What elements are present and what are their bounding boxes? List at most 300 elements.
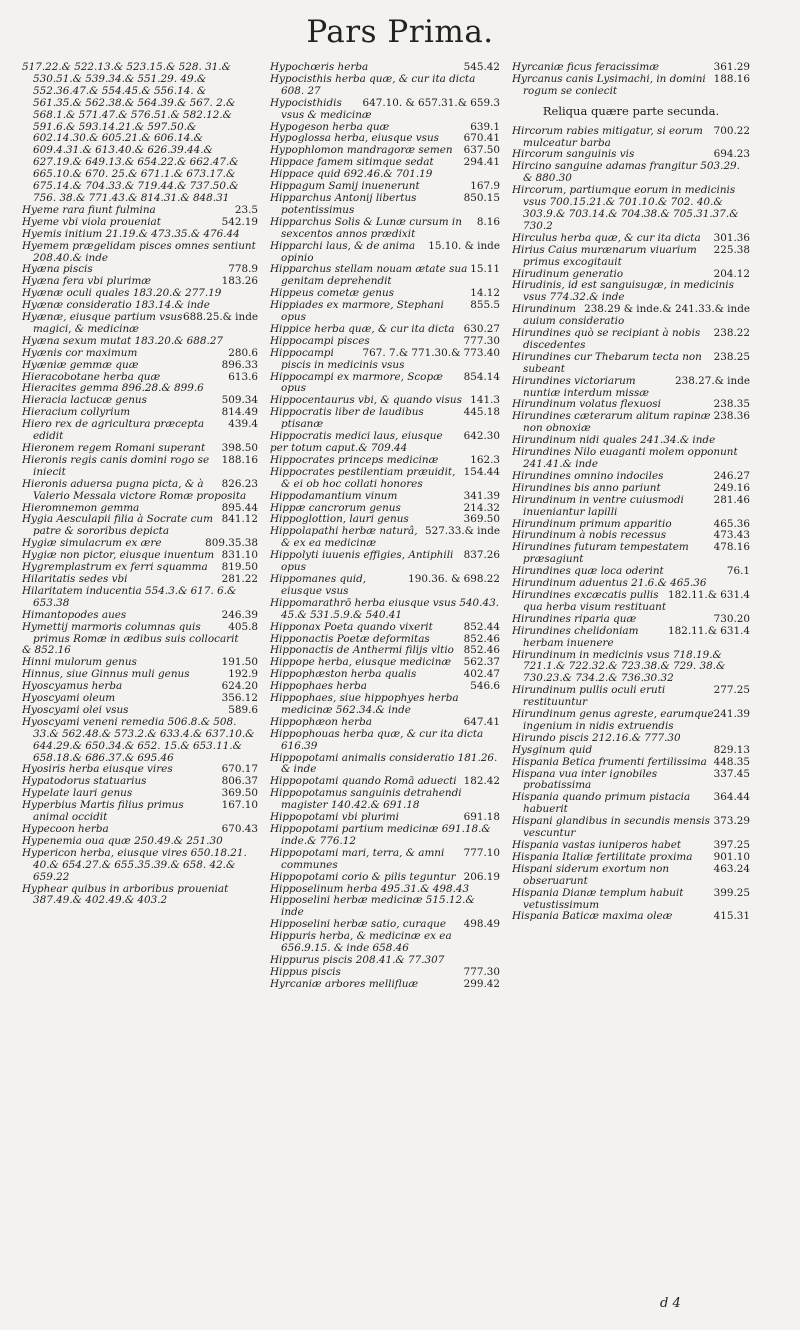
- entry-reference: 337.45: [713, 767, 750, 780]
- index-column-2: [270, 62, 500, 991]
- entry-reference: 301.36: [713, 231, 750, 244]
- entry-text: Hippocampi ex marmore, Scopæ opus: [270, 370, 443, 395]
- entry-reference: 191.50: [221, 656, 258, 669]
- entry-text: Hirudinum generatio: [512, 267, 624, 280]
- entry-text: Hypoglossa herba, eiusque vsus: [270, 132, 440, 145]
- index-entry: [512, 352, 750, 376]
- entry-reference: 854.14: [463, 370, 500, 383]
- entry-text: Hirundinum auium consideratio: [512, 303, 625, 328]
- index-entry: [22, 717, 258, 765]
- entry-reference: 280.6: [228, 346, 258, 359]
- entry-text: Hippopotami animalis consideratio 181.26. & inde: [270, 751, 498, 776]
- entry-reference: 398.50: [221, 442, 258, 454]
- entry-text: Hypecoon herba: [22, 823, 109, 835]
- entry-text: Hippus piscis: [270, 965, 341, 978]
- entry-reference: 190.36. & 698.22: [408, 572, 500, 585]
- entry-text: Hypelate lauri genus: [22, 787, 133, 800]
- entry-reference: 895.44: [221, 501, 258, 514]
- entry-reference: 356.12: [221, 692, 258, 705]
- entry-reference: 852.44: [463, 620, 500, 633]
- entry-text: Hispana vua inter ignobiles probatissima: [512, 767, 658, 792]
- entry-reference: 249.16: [713, 481, 750, 494]
- entry-text: Hippomanes quid, eiusque vsus: [270, 572, 367, 597]
- entry-reference: 850.15: [463, 191, 500, 204]
- entry-reference: 154.44: [463, 465, 500, 478]
- entry-text: Hyænis cor maximum: [22, 346, 138, 359]
- entry-reference: 397.25: [713, 839, 750, 851]
- entry-reference: 509.34: [221, 394, 258, 407]
- entry-text: Hirundines chelidoniam herbam inuenere: [512, 624, 639, 649]
- entry-text: Hinnus, siue Ginnus muli genus: [22, 668, 190, 681]
- entry-reference: 373.29: [713, 815, 750, 828]
- entry-reference: 214.32: [463, 501, 500, 514]
- entry-reference: 183.26: [221, 275, 258, 288]
- entry-reference: 777.30: [463, 965, 500, 978]
- index-entry: [512, 911, 750, 923]
- entry-reference: 819.50: [221, 561, 258, 574]
- entry-reference: 364.44: [713, 791, 750, 804]
- entry-text: Hipposelinum herba 495.31.& 498.43: [270, 882, 470, 895]
- entry-text: Hieronem regem Romani superant: [22, 442, 206, 454]
- entry-reference: 542.19: [221, 215, 258, 228]
- entry-text: Hippagum Samij inuenerunt: [270, 180, 420, 193]
- entry-reference: 642.30: [463, 430, 500, 443]
- entry-reference: 527.33.& inde: [424, 525, 500, 538]
- entry-text: Hirundines quæ loca oderint: [512, 565, 664, 578]
- entry-text: Hypocisthis herba quæ, & cur ita dicta 608. 27: [270, 72, 476, 97]
- entry-text: Hispani siderum exortum non obseruarunt: [512, 862, 670, 887]
- entry-text: Hippuris herba, & medicinæ ex ea 656.9.15. & inde 658.46: [270, 930, 452, 955]
- entry-text: Hirculus herba quæ, & cur ita dicta: [512, 231, 701, 244]
- entry-text: Hyrcanus canis Lysimachi, in domini rogum se coniecit: [512, 72, 706, 97]
- entry-reference: 473.43: [713, 529, 750, 542]
- entry-reference: 777.30: [463, 334, 500, 347]
- entry-text: Hirundinum volatus flexuosi: [512, 398, 661, 411]
- entry-text: Hyemis initium 21.19.& 473.35.& 476.44: [22, 227, 240, 240]
- index-entry: [512, 769, 750, 793]
- entry-text: Hippoglottion, lauri genus: [270, 513, 409, 526]
- entry-reference: 399.25: [713, 886, 750, 899]
- index-entry: [270, 824, 500, 848]
- entry-text: Hypericon herba, eiusque vires 650.18.21. 40.& 654.27.& 655.35.39.& 658. 42.& 659.22: [22, 846, 247, 883]
- entry-reference: 415.31: [713, 910, 750, 923]
- entry-text: Hyperbius Martis filius primus animal occidit: [22, 799, 184, 824]
- entry-text: Hinni mulorum genus: [22, 656, 137, 669]
- entry-reference: 188.16: [221, 453, 258, 466]
- entry-text: Hyemem prægelidam pisces omnes sentiunt 208.40.& inde: [22, 239, 256, 264]
- entry-reference: 777.10: [463, 846, 500, 859]
- entry-text: Hippocratis medici laus, eiusque: [270, 430, 443, 443]
- entry-text: Hieronis aduersa pugna picta, & à Valerio Messala victore Romæ proposita: [22, 477, 247, 502]
- entry-text: Himantopodes aues: [22, 608, 127, 621]
- entry-text: Hilaritatem inducentia 554.3.& 617. 6.& 653.38: [22, 584, 237, 609]
- entry-text: Hippice herba quæ, & cur ita dicta: [270, 322, 455, 335]
- entry-reference: 14.12: [470, 287, 500, 300]
- entry-reference: 238.27.& inde: [674, 374, 750, 387]
- entry-text: Hirundo piscis 212.16.& 777.30: [512, 731, 681, 744]
- index-entry: [22, 884, 258, 908]
- entry-text: Hiero rex de agricultura præcepta edidit: [22, 418, 205, 443]
- entry-reference: 778.9: [228, 263, 258, 276]
- section-heading: Reliqua quære parte secunda.: [542, 103, 720, 118]
- entry-text: Hirundines riparia quæ: [512, 612, 637, 625]
- index-entry: [512, 328, 750, 352]
- entry-text: Hirundinum nidi quales 241.34.& inde: [512, 434, 716, 447]
- entry-reference: 277.25: [713, 684, 750, 697]
- index-entry: [270, 372, 500, 396]
- entry-reference: 439.4: [228, 418, 258, 431]
- entry-text: Hispania Betica frumenti fertilissima: [512, 755, 707, 768]
- entry-reference: 670.43: [221, 823, 258, 835]
- entry-reference: 167.10: [221, 799, 258, 812]
- entry-text: Hippiades ex marmore, Stephani opus: [270, 299, 444, 324]
- entry-text: Hircorum sanguinis vis: [512, 148, 635, 161]
- entry-reference: 225.38: [713, 243, 750, 256]
- index-entry: [22, 800, 258, 824]
- entry-text: Hippolyti iuuenis effigies, Antiphili opus: [270, 549, 454, 574]
- index-entry: [270, 407, 500, 431]
- entry-text: Hippophaes, siue hippophyes herba medicinæ 562.34.& inde: [270, 692, 459, 716]
- entry-reference: 647.10. & 657.31.& 659.3: [362, 96, 500, 109]
- index-entry: [270, 598, 500, 622]
- entry-reference: 238.25: [713, 350, 750, 363]
- index-entry: [512, 816, 750, 840]
- entry-text: Hippolapathi herbæ naturâ, & ex ea medicinæ: [270, 525, 418, 550]
- index-entry: [270, 848, 500, 872]
- index-entry: [22, 455, 258, 479]
- entry-reference: 182.11.& 631.4: [668, 624, 750, 637]
- entry-text: Hypogeson herba quæ: [270, 120, 390, 133]
- entry-text: Hirundinum in ventre cuiusmodi inueniantur lapilli: [512, 493, 684, 518]
- index-entry: [270, 753, 500, 777]
- entry-text: Hyoscyamus herba: [22, 680, 123, 693]
- entry-reference: 246.39: [221, 608, 258, 621]
- entry-text: Hipposelini herbæ satio, curaque: [270, 918, 446, 931]
- entry-reference: 241.39: [713, 708, 750, 721]
- entry-reference: 498.49: [463, 918, 500, 931]
- entry-reference: 562.37: [463, 656, 500, 669]
- entry-reference: 637.50: [463, 144, 500, 157]
- entry-text: Hirundinum pullis oculi eruti restituuntur: [512, 684, 666, 709]
- entry-text: Hippocentaurus vbi, & quando visus: [270, 394, 462, 407]
- entry-reference: 546.6: [470, 680, 500, 693]
- index-entry: [512, 864, 750, 888]
- entry-reference: 281.22: [221, 572, 258, 585]
- entry-text: Hirundinum primum apparitio: [512, 517, 672, 530]
- entry-text: Hirundines cur Thebarum tecta non subeant: [512, 350, 702, 375]
- entry-text: Hyæniæ gemmæ quæ: [22, 358, 139, 371]
- entry-reference: 700.22: [713, 124, 750, 137]
- entry-text: Hyoscyami veneni remedia 506.8.& 508. 33.& 562.48.& 573.2.& 633.4.& 637.10.& 644.29.& 650.34.& 652. 15.& 653.11.& 658.18.& 686.37.& 695.46: [22, 715, 255, 764]
- entry-text: Hirundinum genus agreste, earumque ingenium in nidis extruendis: [512, 708, 714, 732]
- entry-reference: 814.49: [221, 406, 258, 419]
- entry-text: Hippopotami quando Romā aduecti: [270, 775, 457, 788]
- entry-reference: 76.1: [726, 565, 750, 578]
- entry-reference: 670.17: [221, 763, 258, 776]
- entry-reference: 405.8: [228, 620, 258, 633]
- entry-text: Hypochœris herba: [270, 61, 369, 73]
- entry-reference: 445.18: [463, 406, 500, 419]
- index-entry: [22, 312, 258, 336]
- index-entry: [512, 709, 750, 733]
- entry-text: Hipponactis de Anthermi filijs vltio: [270, 644, 454, 657]
- page-title: Pars Prima.: [306, 14, 494, 50]
- index-entry: [512, 542, 750, 566]
- entry-reference: 545.42: [463, 61, 500, 73]
- entry-reference: 694.23: [713, 148, 750, 161]
- entry-reference: 852.46: [463, 644, 500, 657]
- entry-text: Hypenemia oua quæ 250.49.& 251.30: [22, 834, 223, 847]
- entry-reference: 238.36: [713, 410, 750, 423]
- signature-mark: d 4: [660, 1296, 681, 1311]
- index-entry: [22, 622, 258, 646]
- entry-text: Hippophæston herba qualis: [270, 668, 417, 681]
- index-entry: [512, 245, 750, 269]
- entry-text: Hirundinum in medicinis vsus 718.19.& 721.1.& 722.32.& 723.38.& 729. 38.& 730.23.& 734.2.& 736.30.32: [512, 648, 726, 685]
- index-entry: [22, 419, 258, 443]
- index-entry: [22, 479, 258, 503]
- entry-text: Hieracobotane herba quæ: [22, 370, 161, 383]
- entry-text: 517.22.& 522.13.& 523.15.& 528. 31.& 530.51.& 539.34.& 551.29. 49.& 552.36.47.& 554.45.& 556.14. & 561.35.& 562.38.& 564.39.& 567. 2.& 568.1.& 571.47.& 576.51.& 582.12.& 591.6.& 593.14.21.& 597.50.& 602.14.30.& 605.21.& 606.14.& 609.4.31.& 613.40.& 626.39.44.& 627.19.& 649.13.& 654.22.& 662.47.& 665.10.& 670. 25.& 671.1.& 673.17.& 675.14.& 704.33.& 719.44.& 737.50.& 756. 38.& 771.43.& 814.31.& 848.31: [22, 61, 239, 204]
- entry-reference: 855.5: [470, 299, 500, 312]
- index-entry: [512, 888, 750, 912]
- entry-text: Hippæ cancrorum genus: [270, 501, 401, 514]
- index-entry: [512, 650, 750, 686]
- entry-text: Hygia Aesculapii filia à Socrate cum patre & sororibus depicta: [22, 513, 213, 538]
- entry-reference: 238.29 & inde.& 241.33.& inde: [584, 303, 750, 316]
- entry-reference: 369.50: [221, 787, 258, 800]
- index-entry: [22, 241, 258, 265]
- index-entry: [270, 574, 500, 598]
- entry-text: Hirundines omnino indociles: [512, 469, 664, 482]
- index-entry: [270, 217, 500, 241]
- entry-text: Hircino sanguine adamas frangitur 503.29. & 880.30: [512, 160, 740, 185]
- entry-reference: 837.26: [463, 549, 500, 562]
- index-entry: [512, 185, 750, 233]
- entry-text: Hipposelini herbæ medicinæ 515.12.& inde: [270, 894, 475, 919]
- index-entry: [512, 126, 750, 150]
- index-entry: [270, 193, 500, 217]
- entry-text: & 852.16: [22, 644, 71, 657]
- entry-reference: 238.35: [713, 398, 750, 411]
- index-entry: [270, 241, 500, 265]
- entry-reference: 767. 7.& 771.30.& 773.40: [362, 346, 500, 359]
- entry-text: Hyosiris herba eiusque vires: [22, 763, 173, 776]
- entry-reference: 204.12: [713, 267, 750, 280]
- index-entry: [512, 161, 750, 185]
- index-entry: [22, 586, 258, 610]
- entry-reference: 896.33: [221, 358, 258, 371]
- entry-text: Hirundines Nilo euaganti molem opponunt 241.41.& inde: [512, 446, 738, 470]
- entry-text: Hirius Caius murænarum viuarium primus excogitauit: [512, 243, 697, 268]
- index-entry: [270, 931, 500, 955]
- entry-text: Hispania Baticæ maxima oleæ: [512, 910, 673, 923]
- entry-reference: 182.11.& 631.4: [668, 588, 750, 601]
- index-entry: [22, 848, 258, 884]
- entry-text: Hippodamantium vinum: [270, 489, 398, 502]
- entry-text: Hippophæon herba: [270, 715, 372, 728]
- entry-text: Hirundinum à nobis recessus: [512, 529, 667, 542]
- entry-text: Hyoscyami oleum: [22, 692, 116, 705]
- entry-text: Hipparchus stellam nouam ætate sua genitam deprehendit: [270, 263, 468, 288]
- entry-reference: 238.22: [713, 327, 750, 340]
- entry-text: Hyæna fera vbi plurimæ: [22, 275, 152, 288]
- entry-reference: 141.3: [470, 394, 500, 407]
- entry-text: Hippocrates pestilentiam præuidit, & ei ob hoc collati honores: [270, 465, 456, 490]
- entry-text: Hippocrates princeps medicinæ: [270, 453, 439, 466]
- index-entry: [270, 550, 500, 574]
- entry-reference: 182.42: [463, 775, 500, 788]
- entry-reference: 448.35: [713, 755, 750, 768]
- entry-reference: 23.5: [234, 203, 258, 216]
- entry-text: Hyrcaniæ arbores mellifluæ: [270, 977, 419, 990]
- entry-text: Hispania vastas iuniperos habet: [512, 839, 682, 851]
- entry-text: Hysginum quid: [512, 743, 593, 756]
- entry-text: Hieromnemon gemma: [22, 501, 140, 514]
- entry-reference: 402.47: [463, 668, 500, 681]
- index-entry: [512, 590, 750, 614]
- entry-text: Hipparchus Solis & Lunæ cursum in sexcentos annos prædixit: [270, 215, 462, 240]
- entry-text: Hispania Italiæ fertilitate proxima: [512, 850, 693, 863]
- entry-text: Hieracia lactucæ genus: [22, 394, 147, 407]
- entry-text: Hieracium collyrium: [22, 406, 131, 419]
- index-entry: [270, 467, 500, 491]
- index-entry: [270, 979, 500, 991]
- entry-text: Hygremplastrum ex ferri squamma: [22, 561, 208, 574]
- entry-reference: 299.42: [463, 977, 500, 990]
- entry-text: Hircorum, partiumque eorum in medicinis vsus 700.15.21.& 701.10.& 702. 40.& 303.9.& 703.14.& 704.38.& 705.31.37.& 730.2: [512, 184, 739, 232]
- entry-text: Hirudinis, id est sanguisugæ, in medicinis vsus 774.32.& inde: [512, 279, 734, 304]
- entry-text: Hypophlomon mandragoræ semen: [270, 144, 453, 157]
- entry-text: Hirundines futuram tempestatem præsagiunt: [512, 541, 689, 566]
- entry-text: Hirundinum aduentus 21.6.& 465.36: [512, 577, 707, 590]
- entry-text: Hippophaes herba: [270, 680, 367, 693]
- entry-text: Hispania Dianæ templum habuit vetustissimum: [512, 886, 684, 911]
- entry-text: Hypatodorus statuarius: [22, 775, 147, 788]
- entry-text: Hyeme vbi viola proueniat: [22, 215, 161, 228]
- entry-reference: 630.27: [463, 322, 500, 335]
- entry-reference: 294.41: [463, 156, 500, 169]
- entry-text: Hipponactis Poetæ deformitas: [270, 632, 430, 645]
- index-entry: [270, 526, 500, 550]
- entry-text: Hipparchus Antonij libertus potentissimus: [270, 191, 417, 216]
- index-entry: [270, 74, 500, 98]
- entry-reference: 15.11: [470, 263, 500, 276]
- entry-text: Hirundines bis anno pariunt: [512, 481, 661, 494]
- entry-text: Hippocratis liber de laudibus ptisanæ: [270, 406, 424, 431]
- entry-reference: 688.25.& inde: [182, 311, 258, 324]
- index-entry: [22, 62, 258, 205]
- index-entry: [512, 280, 750, 304]
- entry-text: Hyænæ consideratio 183.14.& inde: [22, 299, 210, 312]
- entry-text: Hipponax Poeta quando vixerit: [270, 620, 433, 633]
- entry-reference: 281.46: [713, 493, 750, 506]
- entry-text: Hygiæ non pictor, eiusque inuentum: [22, 549, 215, 562]
- entry-reference: 478.16: [713, 541, 750, 554]
- entry-text: Hircorum rabies mitigatur, si eorum mulceatur barba: [512, 124, 703, 149]
- entry-text: Hyeme rara fiunt fulmina: [22, 203, 156, 216]
- entry-reference: 463.24: [713, 862, 750, 875]
- entry-text: Hippopotami corio & pilis teguntur: [270, 870, 456, 883]
- entry-reference: 167.9: [470, 180, 500, 193]
- entry-text: Hieracites gemma 896.28.& 899.6: [22, 382, 204, 395]
- entry-reference: 806.37: [221, 775, 258, 788]
- index-column-1: [22, 62, 258, 907]
- index-entry: [512, 447, 750, 471]
- entry-reference: 647.41: [463, 715, 500, 728]
- entry-reference: 670.41: [463, 132, 500, 145]
- entry-reference: 206.19: [463, 870, 500, 883]
- index-entry: [512, 376, 750, 400]
- index-entry: [512, 495, 750, 519]
- entry-text: Hirundines victoriarum nuntiæ interdum missæ: [512, 374, 650, 399]
- index-column-3: [512, 62, 750, 923]
- index-entry: [270, 693, 500, 717]
- entry-text: Hippace famem sitimque sedat: [270, 156, 434, 169]
- entry-reference: 369.50: [463, 513, 500, 526]
- entry-reference: 589.6: [228, 703, 258, 716]
- entry-text: Hymettij marmoris columnas quis primus Romæ in ædibus suis collocarit: [22, 620, 239, 645]
- index-entry: [512, 685, 750, 709]
- index-entry: [270, 264, 500, 288]
- index-entry: [512, 304, 750, 328]
- entry-reference: 192.9: [228, 668, 258, 681]
- entry-text: Hyphear quibus in arboribus proueniat 387.49.& 402.49.& 403.2: [22, 882, 229, 907]
- index-entry: [270, 788, 500, 812]
- entry-reference: 841.12: [221, 513, 258, 526]
- entry-reference: 15.10. & inde: [428, 239, 500, 252]
- entry-reference: 8.16: [476, 215, 500, 228]
- entry-text: Hilaritatis sedes vbi: [22, 572, 128, 585]
- entry-reference: 361.29: [713, 61, 750, 73]
- entry-text: Hispania quando primum pistacia habuerit: [512, 791, 691, 816]
- entry-text: Hispani glandibus in secundis mensis vescuntur: [512, 815, 710, 840]
- index-entry: [270, 98, 500, 122]
- entry-reference: 465.36: [713, 517, 750, 530]
- entry-text: Hippeus cometæ genus: [270, 287, 395, 300]
- entry-text: Hipparchi laus, & de anima opinio: [270, 239, 416, 264]
- entry-text: Hippope herba, eiusque medicinæ: [270, 656, 452, 669]
- entry-text: Hyæna sexum mutat 183.20.& 688.27: [22, 334, 224, 347]
- index-entry: [270, 895, 500, 919]
- entry-text: Hippocampi pisces: [270, 334, 370, 347]
- entry-reference: 826.23: [221, 477, 258, 490]
- entry-text: Hirundines cæterarum alitum rapinæ non obnoxiæ: [512, 410, 711, 435]
- entry-reference: 829.13: [713, 743, 750, 756]
- entry-reference: 188.16: [713, 72, 750, 85]
- entry-text: Hippopotami vbi plurimi: [270, 811, 399, 824]
- entry-reference: 613.6: [228, 370, 258, 383]
- entry-text: Hyæna piscis: [22, 263, 93, 276]
- entry-text: Hippurus piscis 208.41.& 77.307: [270, 953, 445, 966]
- entry-text: Hippopotami partium medicinæ 691.18.& inde.& 776.12: [270, 823, 491, 847]
- entry-text: Hieronis regis canis domini rogo se iniecit: [22, 453, 210, 478]
- index-entry: [22, 514, 258, 538]
- entry-text: Hirundines quò se recipiant à nobis discedentes: [512, 327, 701, 351]
- entry-reference: 852.46: [463, 632, 500, 645]
- index-entry: [270, 348, 500, 372]
- entry-text: Hirundines excæcatis pullis qua herba visum restituant: [512, 588, 667, 613]
- entry-reference: 639.1: [470, 120, 500, 133]
- index-entry: [512, 792, 750, 816]
- entry-reference: 341.39: [463, 489, 500, 502]
- entry-reference: 901.10: [713, 850, 750, 863]
- index-entry: [512, 411, 750, 435]
- entry-text: Hippomarathrō herba eiusque vsus 540.43. 45.& 531.5.9.& 540.41: [270, 596, 499, 621]
- entry-text: Hippophouas herba quæ, & cur ita dicta 616.39: [270, 727, 484, 752]
- entry-reference: 730.20: [713, 612, 750, 625]
- entry-reference: 246.27: [713, 469, 750, 482]
